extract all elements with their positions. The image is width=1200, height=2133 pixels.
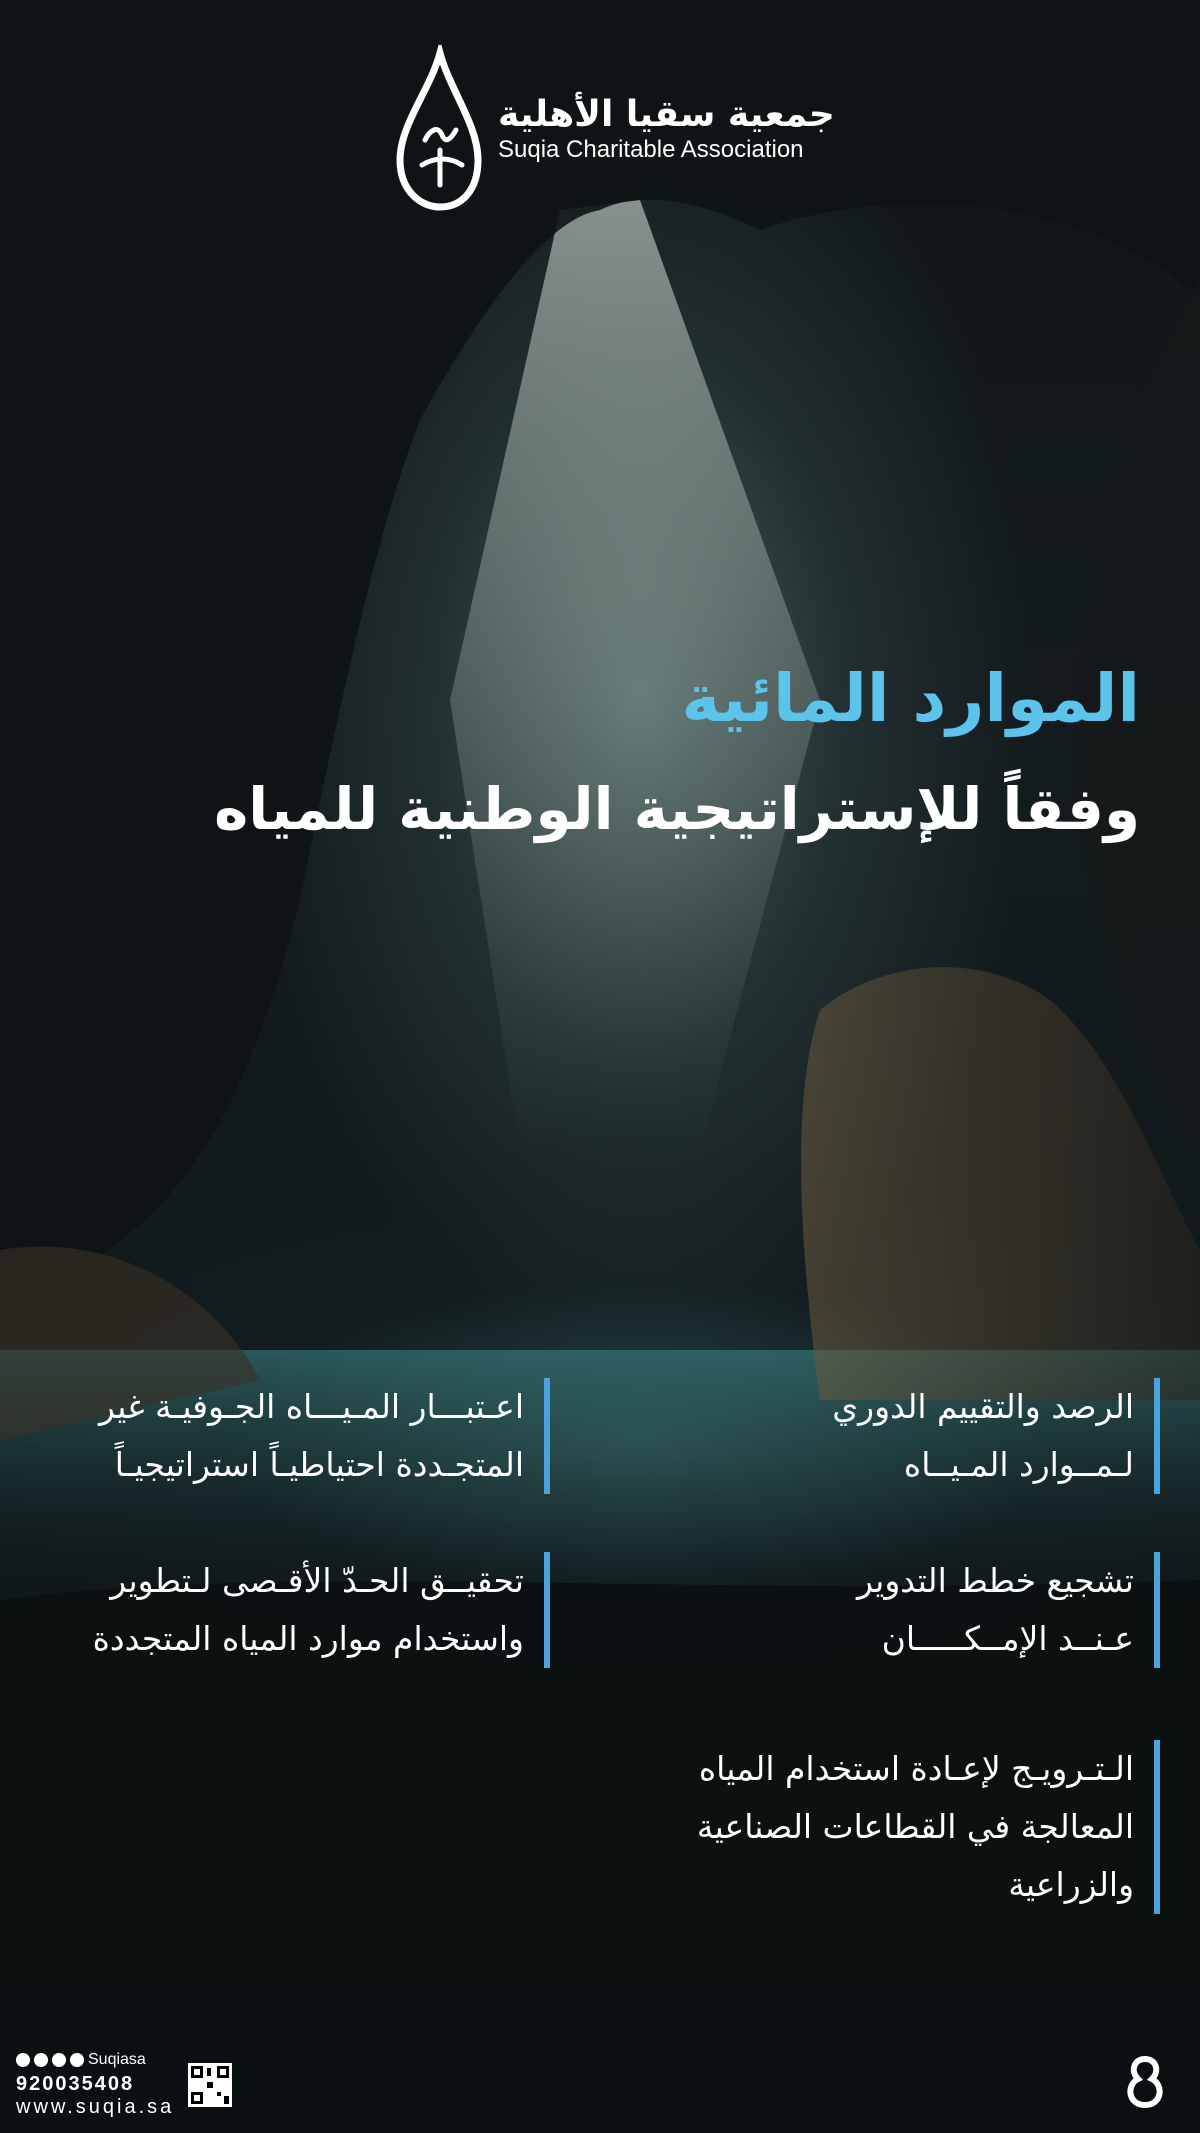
brand-name-arabic: جمعية سقيا الأهلية (498, 93, 835, 135)
point-groundwater-line2: المتجـددة احتياطيـاً استراتيجيـاً (114, 1445, 524, 1484)
point-reuse (614, 1740, 1160, 1914)
x-icon[interactable] (16, 2053, 30, 2067)
brand-name (498, 95, 835, 166)
point-recycling (704, 1552, 1160, 1668)
point-reuse-line3: والزراعية (1008, 1865, 1134, 1904)
point-renewable-line2: واستخدام موارد المياه المتجددة (92, 1619, 524, 1658)
point-renewable (24, 1552, 550, 1668)
headline-subtitle: وفقاً للإستراتيجية الوطنية للمياه (214, 775, 1140, 843)
vision-logo-icon (1120, 2053, 1170, 2113)
point-monitoring-line2: لـمــوارد المـيــاه (903, 1445, 1134, 1484)
social-links (16, 2051, 174, 2069)
qr-code-icon (188, 2063, 232, 2113)
point-reuse-line1: الـتـرويـج لإعـادة استخدام المياه (698, 1749, 1134, 1788)
youtube-icon[interactable] (70, 2053, 84, 2067)
snapchat-icon[interactable] (52, 2053, 66, 2067)
headline-title: الموارد المائية (681, 660, 1140, 737)
point-groundwater-line1: اعـتبـــار المـيـــاه الجـوفيـة غير (99, 1387, 524, 1426)
brand-name-english: Suqia Charitable Association (498, 136, 804, 164)
water-drop-calligraphy-icon (380, 45, 490, 215)
point-groundwater (24, 1378, 550, 1494)
footer-contact (16, 2051, 174, 2119)
phone-number[interactable]: 920035408 (16, 2073, 135, 2095)
point-reuse-line2: المعالجة في القطاعات الصناعية (696, 1807, 1134, 1846)
website-link[interactable]: www.suqia.sa (16, 2096, 175, 2118)
brand-logo (380, 40, 840, 220)
point-monitoring-line1: الرصد والتقييم الدوري (832, 1387, 1134, 1426)
point-monitoring (704, 1378, 1160, 1494)
social-handle[interactable]: Suqiasa (88, 2051, 146, 2068)
instagram-icon[interactable] (34, 2053, 48, 2067)
point-renewable-line1: تحقيــق الحـدّ الأقـصى لـتطوير (110, 1561, 524, 1600)
point-recycling-line2: عـنــد الإمــكـــــان (881, 1619, 1134, 1658)
point-recycling-line1: تشجيع خطط التدوير (856, 1561, 1134, 1600)
